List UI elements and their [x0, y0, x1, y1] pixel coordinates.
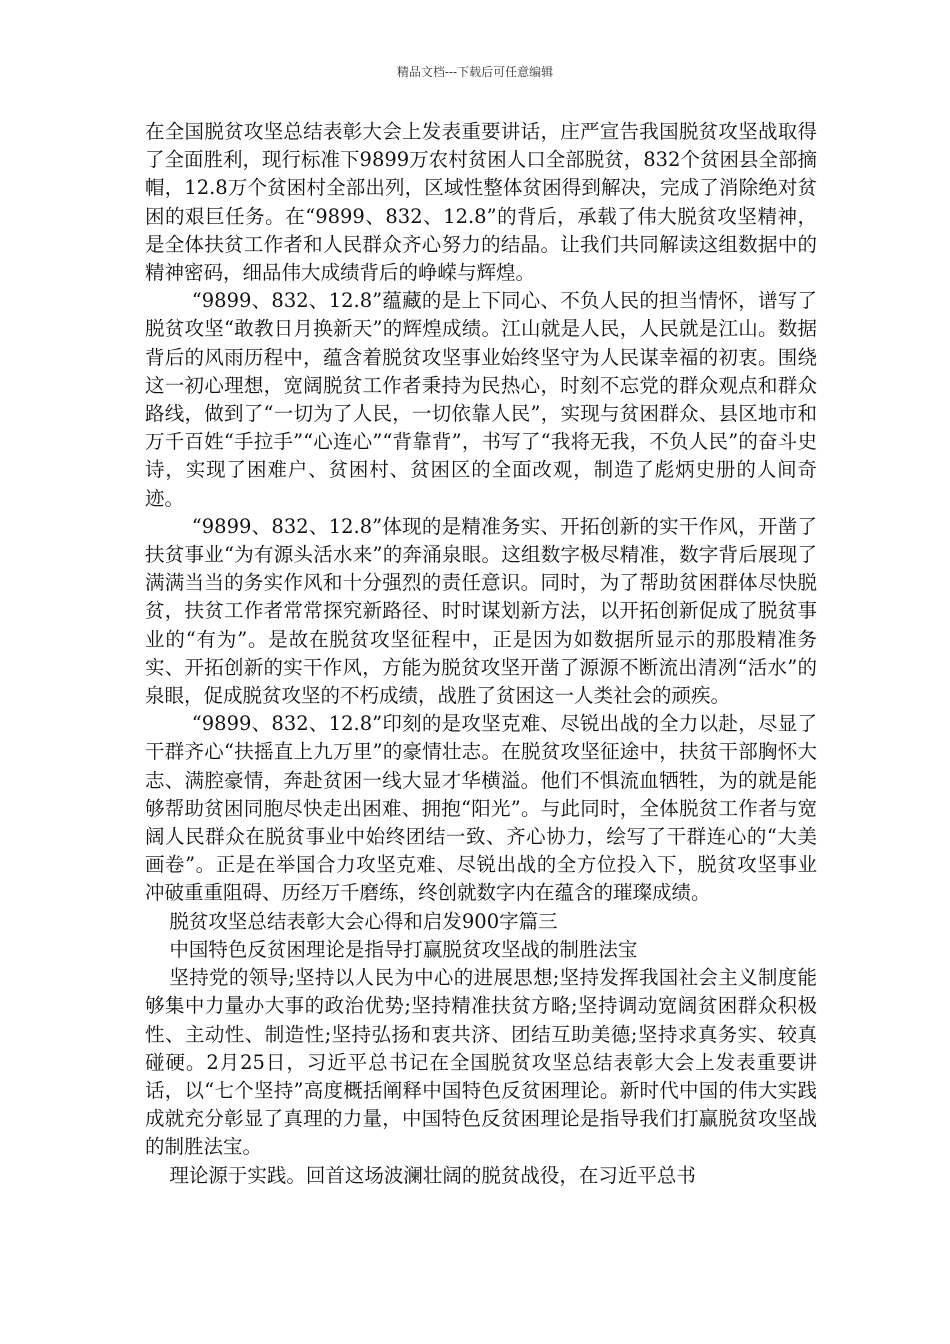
section-subtitle: 中国特色反贫困理论是指导打赢脱贫攻坚战的制胜法宝 [169, 937, 638, 961]
document-body [145, 118, 817, 1190]
paragraph-seven-principles: 坚持党的领导;坚持以人民为中心的进展思想;坚持发挥我国社会主义制度能够集中力量办大事的政治优势;坚持精准扶贫方略;坚持调动宽阔贫困群众积极性、主动性、制造性;坚持弘扬和衷共济、团结互助美德;坚持求真务实、较真碰硬。2月25日，习近平总书记在全国脱贫攻坚总结表彰大会上发表重要讲话，以“七个坚持”高度概括阐释中国特色反贫困理论。新时代中国的伟大实践成就充分彰显了真理的力量，中国特色反贫困理论是指导我们打赢脱贫攻坚战的制胜法宝。 [145, 966, 817, 1159]
paragraph-theory-practice: 理论源于实践。回首这场波澜壮阔的脱贫战役，在习近平总书 [169, 1163, 696, 1187]
paragraph-pragmatism: “9899、832、12.8”体现的是精准务实、开拓创新的实干作风，开凿了扶贫事业“为有源头活水来”的奔涌泉眼。这组数字极尽精准，数字背后展现了满满当当的务实作风和十分强烈的责任意识。同时，为了帮助贫困群体尽快脱贫，扶贫工作者常常探究新路径、时时谋划新方法，以开拓创新促成了脱贫事业的“有为”。是故在脱贫攻坚征程中，正是因为如数据所显示的那股精准务实、开拓创新的实干作风，方能为脱贫攻坚开凿了源源不断流出清冽“活水”的泉眼，促成脱贫攻坚的不朽成绩，战胜了贫困这一人类社会的顽疾。 [145, 514, 817, 708]
paragraph-all-out-effort: “9899、832、12.8”印刻的是攻坚克难、尽锐出战的全力以赴，尽显了干群齐心“扶摇直上九万里”的豪情壮志。在脱贫攻坚征途中，扶贫干部胸怀大志、满腔豪情，奔赴贫困一线大显才华横溢。他们不惧流血牺牲，为的就是能够帮助贫困同胞尽快走出困难、拥抱“阳光”。与此同时，全体脱贫工作者与宽阔人民群众在脱贫事业中始终团结一致、齐心协力，绘写了干群连心的“大美画卷”。正是在举国合力攻坚克难、尽锐出战的全方位投入下，脱贫攻坚事业冲破重重阻碍、历经万千磨练，终创就数字内在蕴含的璀璨成绩。 [145, 712, 817, 905]
section-title: 脱贫攻坚总结表彰大会心得和启发900字篇三 [169, 909, 558, 933]
paragraph-intro: 在全国脱贫攻坚总结表彰大会上发表重要讲话，庄严宣告我国脱贫攻坚战取得了全面胜利，现行标准下9899万农村贫困人口全部脱贫，832个贫困县全部摘帽，12.8万个贫困村全部出列，区域性整体贫困得到解决，完成了消除绝对贫困的艰巨任务。在“9899、832、12.8”的背后，承载了伟大脱贫攻坚精神，是全体扶贫工作者和人民群众齐心努力的结晶。让我们共同解读这组数据中的精神密码，细品伟大成绩背后的峥嵘与辉煌。 [145, 120, 817, 285]
page-header: 精品文档---下载后可任意编辑 [396, 65, 554, 79]
paragraph-responsibility: “9899、832、12.8”蕴藏的是上下同心、不负人民的担当情怀，谱写了脱贫攻坚“敢教日月换新天”的辉煌成绩。江山就是人民，人民就是江山。数据背后的风雨历程中，蕴含着脱贫攻坚事业始终坚守为人民谋幸福的初衷。围绕这一初心理想，宽阔脱贫工作者秉持为民热心，时刻不忘党的群众观点和群众路线，做到了“一切为了人民，一切依靠人民”，实现与贫困群众、县区地市和万千百姓“手拉手”“心连心”“背靠背”，书写了“我将无我，不负人民”的奋斗史诗，实现了困难户、贫困村、贫困区的全面改观，制造了彪炳史册的人间奇迹。 [145, 289, 817, 510]
